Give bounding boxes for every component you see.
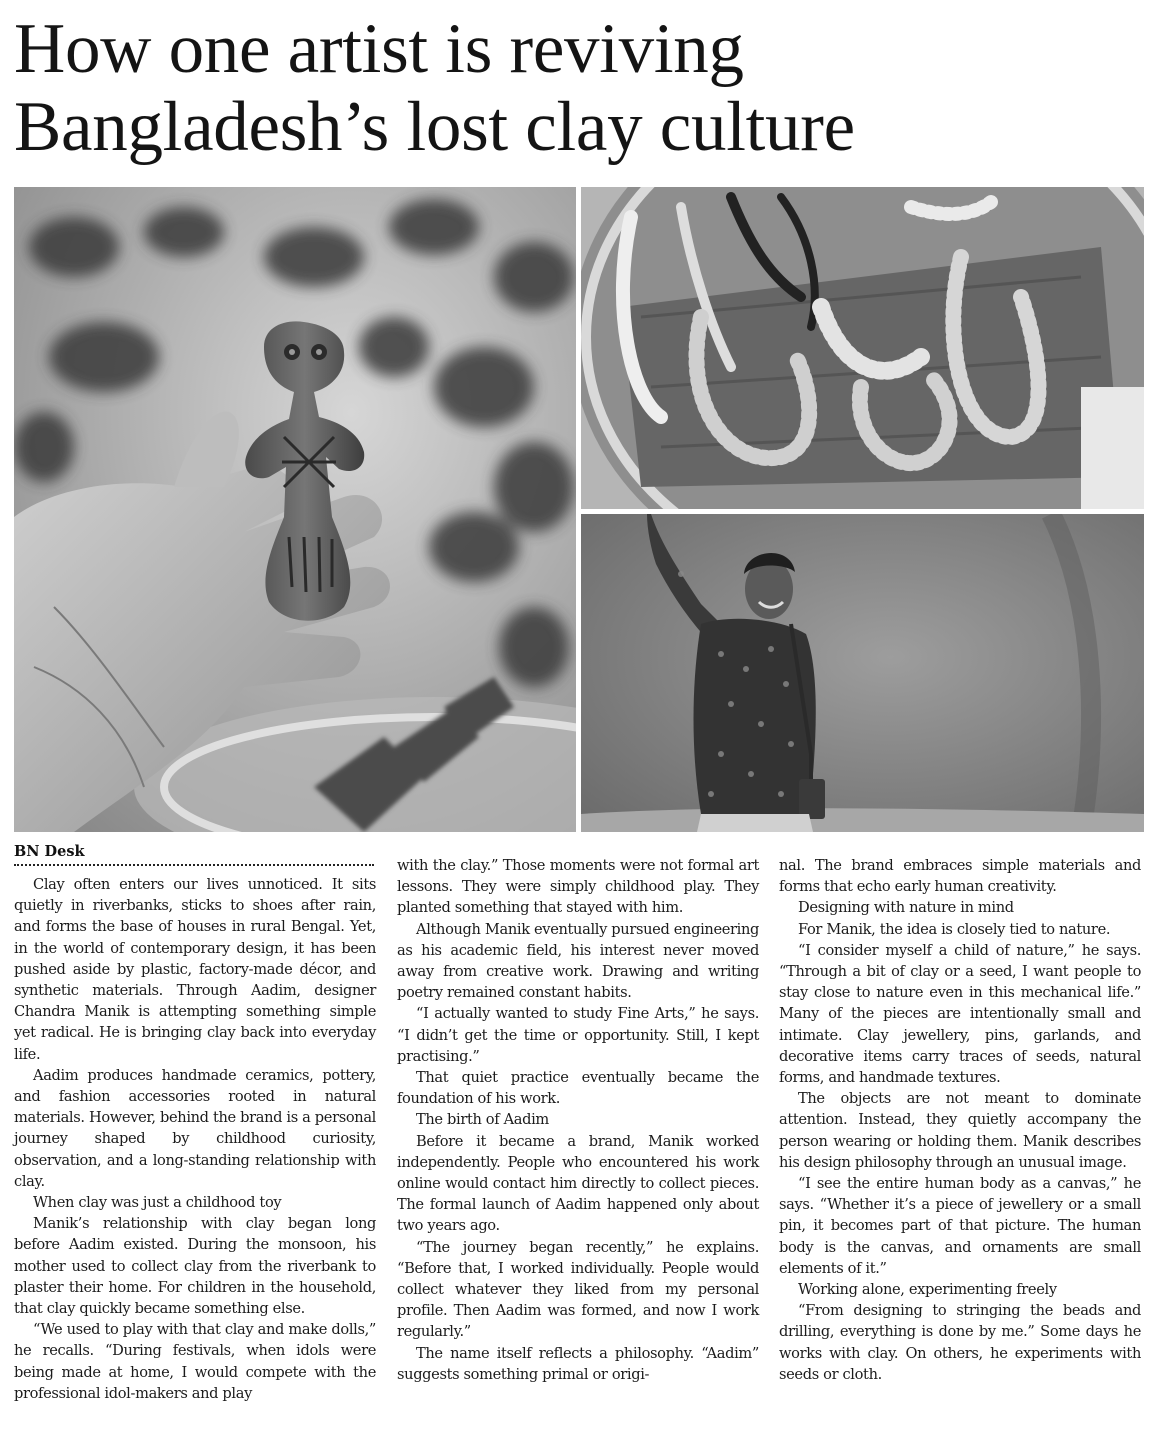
- paragraph: That quiet practice eventually became the foundation of his work.: [397, 1069, 759, 1108]
- paragraph: “I actually wanted to study Fine Arts,” he says. “I didn’t get the time or opportunity. Still, I kept practising.”: [397, 1005, 759, 1065]
- paragraph: “From designing to stringing the beads and drilling, everything is done by me.” Some days he works with clay. On others, he experiments with seeds or cloth.: [779, 1302, 1141, 1383]
- article-column-1: [14, 874, 376, 1404]
- paragraph: “I see the entire human body as a canvas,” he says. “Whether it’s a piece of jewellery or a small pin, it becomes part of that picture. The human body is the canvas, and ornaments are small elements of it.”: [779, 1175, 1141, 1277]
- article-column-3: [779, 855, 1141, 1385]
- paragraph: Before it became a brand, Manik worked independently. People who encountered his work online would contact him directly to collect pieces. The formal launch of Aadim happened only about two years ago.: [397, 1132, 759, 1235]
- artist-portrait-photo: [581, 514, 1144, 832]
- subheading: Designing with nature in mind: [798, 899, 1014, 917]
- subheading: The birth of Aadim: [416, 1111, 549, 1129]
- paragraph: “The journey began recently,” he explains. “Before that, I worked individually. People would collect whatever they liked from my personal profile. Then Aadim was formed, and now I work regularly.”: [397, 1238, 759, 1341]
- paragraph: Aadim produces handmade ceramics, pottery, and fashion accessories rooted in natural materials. However, behind the brand is a personal journey shaped by childhood curiosity, observation, and a long-standing relationship with clay.: [14, 1066, 376, 1190]
- paragraph: For Manik, the idea is closely tied to nature.: [798, 920, 1111, 938]
- clay-necklaces-photo: [581, 187, 1144, 509]
- paragraph: with the clay.” Those moments were not formal art lessons. They were simply childhood play. They planted something that stayed with him.: [397, 857, 759, 917]
- paragraph: “We used to play with that clay and make dolls,” he recalls. “During festivals, when idols were being made at home, I would compete with the professional idol-makers and play: [14, 1321, 376, 1402]
- paragraph: The name itself reflects a philosophy. “Aadim” suggests something primal or origi-: [397, 1344, 759, 1383]
- byline: BN Desk: [14, 843, 85, 860]
- subheading: Working alone, experimenting freely: [798, 1281, 1057, 1299]
- headline: [14, 10, 1139, 166]
- paragraph: “I consider myself a child of nature,” he says. “Through a bit of clay or a seed, I want people to stay close to nature even in this mechanical life.” Many of the pieces are intentionally small and intimate. Clay jewellery, pins, garlands, and decorative items carry traces of seeds, natural forms, and handmade textures.: [779, 941, 1141, 1087]
- paragraph: The objects are not meant to dominate attention. Instead, they quietly accompany the person wearing or holding them. Manik describes his design philosophy through an unusual image.: [779, 1090, 1141, 1171]
- byline-divider: [14, 864, 374, 866]
- headline-line-1: How one artist is reviving: [14, 10, 744, 88]
- article-column-2: [397, 855, 759, 1385]
- paragraph: Manik’s relationship with clay began long before Aadim existed. During the monsoon, his mother used to collect clay from the riverbank to plaster their home. For children in the household, that clay quickly became something else.: [14, 1215, 376, 1318]
- paragraph: nal. The brand embraces simple materials and forms that echo early human creativity.: [779, 857, 1141, 896]
- headline-line-2: Bangladesh’s lost clay culture: [14, 88, 855, 166]
- subheading: When clay was just a childhood toy: [33, 1194, 282, 1212]
- paragraph: Clay often enters our lives unnoticed. It sits quietly in riverbanks, sticks to shoes after rain, and forms the base of houses in rural Bengal. Yet, in the world of contemporary design, it has been pushed aside by plastic, factory-made décor, and synthetic materials. Through Aadim, designer Chandra Manik is attempting something simple yet radical. He is bringing clay back into everyday life.: [14, 876, 376, 1063]
- paragraph: Although Manik eventually pursued engineering as his academic field, his interest never moved away from creative work. Drawing and writing poetry remained constant habits.: [397, 920, 759, 1002]
- clay-figurine-photo: [14, 187, 576, 832]
